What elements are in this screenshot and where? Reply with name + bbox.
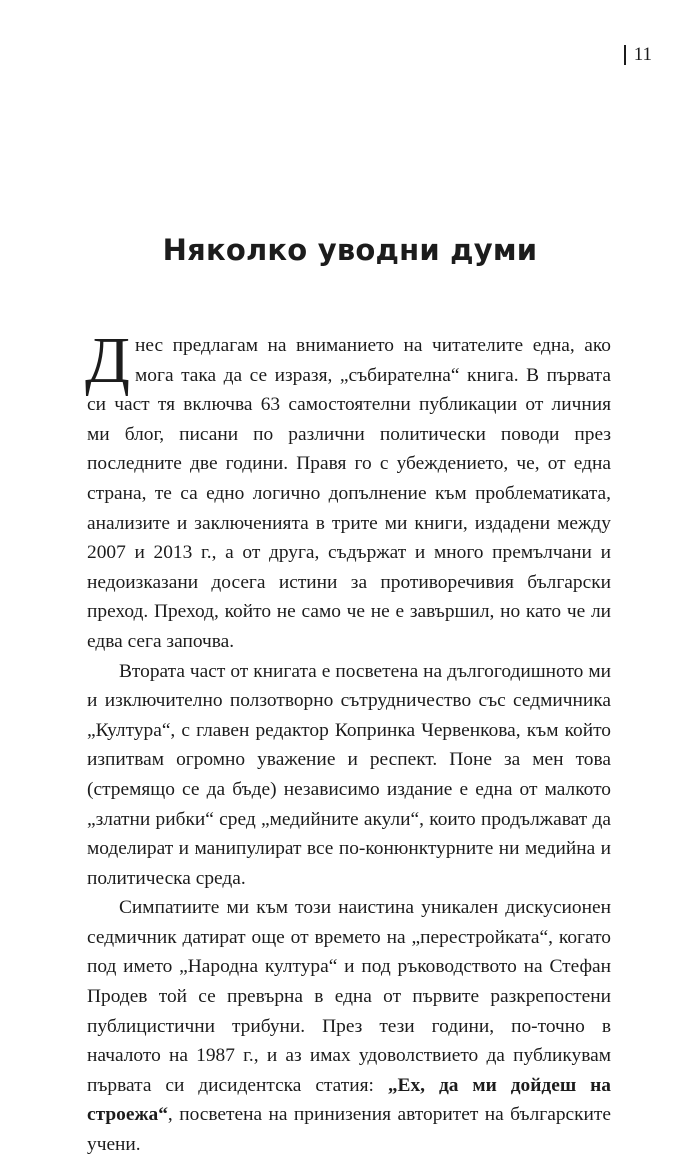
drop-cap: Д — [85, 324, 131, 397]
paragraph-3-text-after: , посветена на принизения авторитет на българските учени. — [87, 1104, 611, 1156]
page-number-text: 11 — [633, 44, 652, 65]
paragraph-1-text: нес предлагам на вниманието на читателите една, ако мога така да се изразя, „събирателна“ книга. В първата си част тя включва 63 самостоятелни публикации от личния ми блог, писани по различни политически поводи през последните две години. Правя го с убеждението, че, от една страна, те са едно логично допълнение към проблематиката, анализите и заключенията в трите ми книги, издадени между 2007 и 2013 г., а от друга, съдържат и много премълчани и недоизказани досега истини за противоречивия български преход. Преход, който не само че не е завършил, но като че ли едва сега започва. — [87, 335, 611, 652]
paragraph-3 — [87, 893, 611, 1159]
paragraph-2: Втората част от книгата е посветена на дългогодишното ми и изключително ползотворно сътрудничество със седмичника „Култура“, с главен редактор Копринка Червенкова, към който изпитвам огромно уважение и респект. Поне за мен това (стремящо се да бъде) независимо издание е една от малкото „златни рибки“ сред „медийните акули“, които продължават да моделират и манипулират все по-конюнктурните ни медийна и политическа среда. — [87, 660, 611, 889]
chapter-title: Няколко уводни думи — [162, 233, 538, 267]
paragraph-3-text-before: Симпатиите ми към този наистина уникален дискусионен седмичник датират още от времето на „перестройката“, когато под името „Народна култура“ и под ръководството на Стефан Продев той се превърна в една от първите разкрепостени публицистични трибуни. През тези години, по-точно в началото на 1987 г., и аз имах удоволствието да публикувам първата си дисидентска статия: — [87, 897, 611, 1096]
header-rule — [624, 45, 626, 65]
page-number — [624, 44, 652, 66]
article-title: „Ех, да ми дойдеш на строежа“ — [87, 1074, 611, 1126]
body-text — [85, 324, 611, 1160]
paragraph-1 — [85, 324, 611, 657]
